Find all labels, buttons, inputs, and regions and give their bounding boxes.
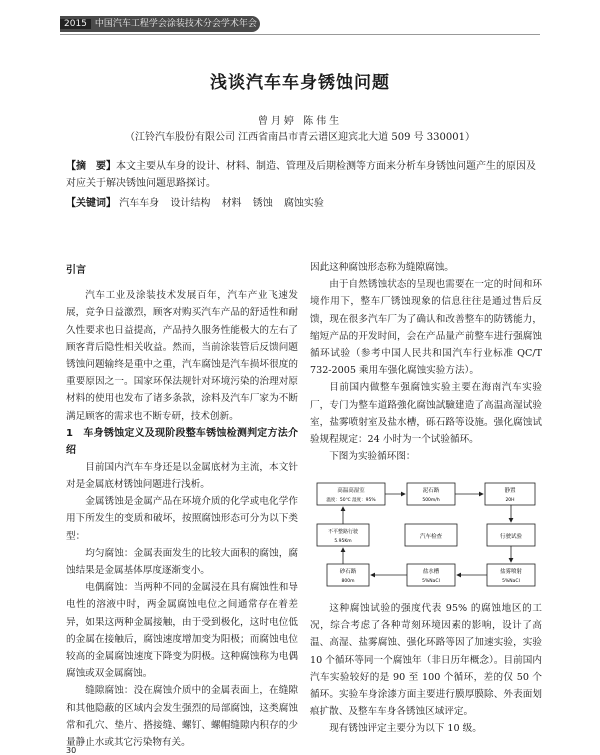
flow-box-title: 汽车检查 [419, 534, 443, 540]
flow-box-title: 盐水槽 [422, 569, 440, 575]
header-rule [60, 34, 540, 35]
section-heading: 1 车身锈蚀定义及现阶段整车锈蚀检测判定方法介绍 [66, 427, 298, 456]
page-number: 30 [66, 746, 77, 755]
flow-box-sub: 温度：50℃ 湿度：95% [326, 498, 376, 503]
flow-box-sub: 5.95Km [334, 539, 352, 544]
flow-box-sub: 5%NaCl [502, 579, 520, 584]
keyword: 锈蚀 [252, 198, 273, 209]
flow-box-title: 行驶试验 [499, 534, 523, 540]
paragraph: 汽车工业及涂装技术发展百年，汽车产业飞速发展，竞争日益激烈，顾客对购买汽车产品的舒适性和耐久性要求也日益提高，产品持久服务性能极大的左右了顾客背后隐性相关收益。然而，当前涂装管后反馈问题锈蚀问题输终是重中之重，汽车腐蚀是汽车损坏很度的重要原因之一。国家环保法规针对环境污染的治理对原材料的使用也发布了诸多条款，涂料及汽车厂家为不断满足顾客的需求也不断专研，技术创新。 [66, 290, 298, 422]
flow-box-title: 静置 [504, 488, 516, 494]
page-title: 浅谈汽车车身锈蚀问题 [210, 73, 390, 93]
flow-box-title: 高温高湿室 [337, 488, 365, 494]
flow-box-title: 不平整路行驶 [327, 529, 359, 535]
intro-heading: 引言 [66, 265, 86, 276]
flow-box-sub: 5%NaCl [422, 579, 440, 584]
paragraph: 由于自然锈蚀状态的呈现也需要在一定的时间和环境作用下，整车厂锈蚀现象的信息往往是通过售后反馈，现在很多汽车厂为了确认和改善整车的防锈能力，缩短产品的开发时间，会在产品量产前整车进行强腐蚀循环试验（参考中国人民共和国汽车行业标准 QC/T 732-2005 乘用车强化腐蚀实验方法）。 [310, 279, 542, 377]
flow-box-sub: 800m [341, 579, 355, 584]
paragraph: 电偶腐蚀：当两种不同的金属浸在具有腐蚀性和导电性的溶液中时，两金属腐蚀电位之间通常存在着差异，如果这两种金属接触，由于受到极化，这时电位低的金属在接触后，腐蚀速度增加变为阳极；而腐蚀电位较高的金属腐蚀速度下降变为阴极。这种腐蚀称为电偶腐蚀或双金属腐蚀。 [66, 582, 298, 680]
flow-box-title: 盐雾喷射 [499, 569, 523, 575]
test-cycle-diagram [315, 480, 543, 590]
right-column [310, 259, 542, 465]
paragraph: 金属锈蚀是金属产品在环境介质的化学或电化学作用下所发生的变质和破坏，按照腐蚀形态可分为以下类型： [66, 496, 298, 542]
right-column-lower [310, 600, 542, 738]
left-column [66, 262, 298, 751]
paragraph: 目前国内汽车车身还是以金属底材为主流，本文针对是金属底材锈蚀问题进行浅析。 [66, 461, 298, 491]
paragraph: 缝隙腐蚀：没在腐蚀介质中的金属表面上，在缝隙和其他隐蔽的区域内会发生强烈的局部腐蚀，这类腐蚀常和孔穴、垫片、搭接缝、螺钉、螺帽缝隙内积存的少量静止水或其它污染物有关。 [66, 685, 298, 749]
header-journal-name: 中国汽车工程学会涂装技术分会学术年会 [94, 19, 257, 29]
keyword: 设计结构 [170, 198, 211, 209]
authors: 曾月婷 陈伟生 [257, 116, 343, 127]
paragraph: 目前国内做整车强腐蚀实验主要在海南汽车实验厂，专门为整车道路強化腐蚀試驗建造了高温高湿试验室，盐雾喷射室及盐水槽，砾石路等设施。强化腐蚀试验规程规定：24 小时为一个试验循环。 [310, 382, 542, 446]
affiliation: （江铃汽车股份有限公司 江西省南昌市青云谱区迎宾北大道 509 号 330001） [125, 132, 475, 143]
paragraph: 这种腐蚀试验的强度代表 95% 的腐蚀地区的工况，综合考虑了各种苛刻环境因素的影响，设计了高温、高湿、盐雾腐蚀、强化环路等因了加速实验，实验 10 个循环等同一个腐蚀年（非日历年概念）。目前国内汽车实验较好的是 90 至 100 个循环，差的仅 50 个循环。实验车身涂漆方面主要进行膜厚膜除、外表面划痕扩散、及整车车身各锈蚀区域评定。 [310, 603, 542, 718]
keyword: 材料 [221, 198, 242, 209]
keywords-label: 【关键词】 [66, 198, 116, 209]
keyword: 腐蚀实验 [283, 198, 324, 209]
flow-box-title: 砂石路 [339, 569, 357, 575]
flow-box-title: 泥石路 [422, 488, 440, 494]
abstract [66, 158, 542, 192]
paragraph: 下图为实验循环图： [329, 451, 416, 463]
header-year: 2015 [60, 19, 91, 29]
flow-box-sub: 20H [505, 498, 515, 503]
paragraph: 因此这种腐蚀形态称为缝隙腐蚀。 [310, 262, 454, 273]
test-cycle-flowchart [315, 480, 543, 590]
keywords [66, 194, 542, 209]
keyword: 汽车车身 [119, 198, 160, 209]
flow-box-sub: 500m/h [422, 498, 440, 503]
paragraph: 均匀腐蚀：金属表面发生的比较大面积的腐蚀，腐蚀结果是金属基体厚度逐渐变小。 [66, 547, 298, 577]
abstract-label: 【摘 要】 [66, 161, 116, 172]
abstract-text: 本文主要从车身的设计、材料、制造、管理及后期检测等方面来分析车身锈蚀问题产生的原因及对应关于解决锈蚀问题思路探讨。 [66, 161, 536, 189]
paragraph: 现有锈蚀评定主要分为以下 10 级。 [329, 723, 482, 735]
journal-header-bar [60, 16, 260, 32]
